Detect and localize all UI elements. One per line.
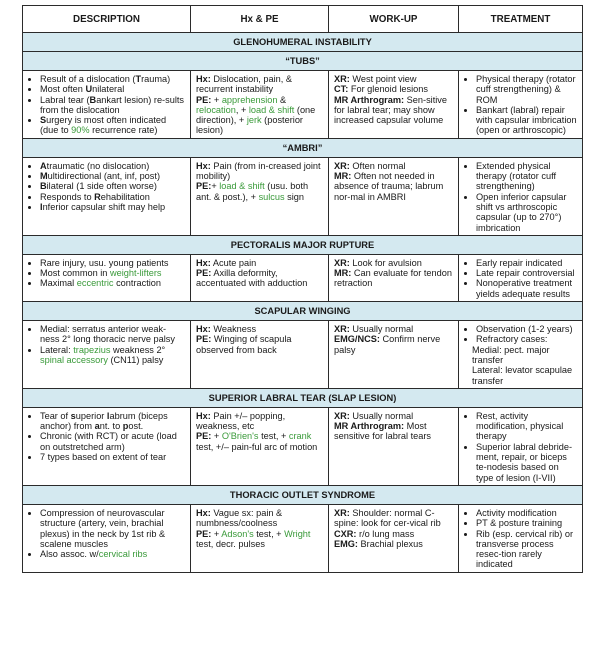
field-label: MR Arthrogram:	[334, 421, 405, 432]
field-label: EMG:	[334, 538, 358, 549]
cell-line	[334, 324, 453, 334]
bullet-item	[40, 95, 185, 116]
treatment-cell-list	[464, 324, 577, 345]
highlight-term: 90%	[71, 125, 90, 136]
cell-line	[196, 74, 323, 95]
description-cell	[23, 321, 191, 389]
text-run: Also assoc. w/	[40, 549, 99, 560]
bullet-item	[476, 442, 577, 483]
header-description: DESCRIPTION	[23, 6, 191, 33]
description-cell-list	[28, 508, 185, 559]
text-run: nferior capsular shift may help	[42, 201, 166, 212]
text-run: Look for avulsion	[349, 257, 422, 268]
text-run: test, +/– pain-ful arc of motion	[196, 441, 318, 452]
text-run: (posterior lesion)	[196, 115, 303, 136]
reference-table-container	[22, 5, 582, 573]
section-title-row	[23, 388, 583, 407]
text-run: ost.	[128, 421, 144, 432]
text-run: Bankart (labral) repair with capsular imbrication (open or arthroscopic)	[476, 104, 577, 136]
cell-line	[334, 95, 453, 126]
highlight-term: weight-lifters	[109, 268, 162, 279]
highlight-term: spinal accessory	[40, 354, 108, 365]
sub-item: Medial: pect. major transfer	[472, 344, 550, 365]
work-up-cell	[329, 254, 459, 301]
highlight-term: load & shift	[219, 181, 265, 192]
text-run: Nonoperative treatment yields adequate results	[476, 278, 573, 299]
bullet-item	[40, 411, 185, 432]
text-run: (one direction), +	[196, 104, 316, 126]
text-run: +	[211, 431, 222, 442]
cell-line	[334, 268, 453, 289]
text-run: Weakness	[210, 324, 257, 335]
section-content-row	[23, 71, 583, 139]
field-label: XR:	[334, 74, 350, 84]
text-run: Lateral:	[40, 344, 74, 355]
highlight-term: crank	[288, 431, 312, 442]
text-run: ankart lesion) re-sults from the dislocation	[40, 94, 185, 115]
field-label: B	[89, 94, 97, 105]
bullet-item	[40, 508, 185, 549]
text-run: urgery is most often indicated (due to	[40, 115, 167, 136]
text-run: Pain +/– popping, weakness, etc	[196, 410, 286, 432]
cell-line	[334, 161, 453, 171]
text-run: Refractory cases:	[476, 334, 548, 345]
work-up-cell	[329, 71, 459, 139]
treatment-sub-list	[464, 345, 577, 386]
highlight-term: jerk	[246, 115, 262, 126]
field-label: PE:	[196, 268, 212, 279]
text-run: Usually normal	[349, 410, 414, 421]
cell-line	[196, 508, 323, 529]
field-label: CT:	[334, 84, 349, 95]
text-run: Axilla deformity, accentuated with adduction	[196, 268, 308, 289]
text-run: Most often	[40, 84, 86, 95]
text-run: +	[211, 94, 222, 105]
treatment-cell	[459, 407, 583, 485]
text-run: Medial: serratus anterior weak-ness 2° long thoracic nerve palsy	[40, 324, 175, 345]
field-label: l	[106, 410, 110, 421]
highlight-term: trapezius	[73, 344, 111, 355]
text-run: Pain (from in-creased joint mobility)	[196, 160, 321, 182]
section-content-row	[23, 157, 583, 235]
text-run: Activity modification	[476, 507, 557, 518]
bullet-item	[40, 161, 185, 171]
hx-pe-cell	[191, 157, 329, 235]
cell-line	[196, 324, 323, 334]
work-up-cell	[329, 157, 459, 235]
bullet-item	[40, 84, 185, 94]
text-run: Shoulder: normal C-spine: look for cer-vical rib	[334, 507, 441, 529]
cell-line	[334, 529, 453, 539]
field-label: XR:	[334, 324, 350, 335]
bullet-item	[476, 268, 577, 278]
field-label: XR:	[334, 257, 350, 268]
field-label: S	[40, 115, 47, 126]
text-run: contraction	[113, 278, 162, 289]
highlight-term: apprehension	[221, 94, 278, 105]
bullet-item	[40, 202, 185, 212]
field-label: Hx:	[196, 507, 211, 518]
cell-line	[196, 431, 323, 452]
text-run: Winging of scapula observed from back	[196, 334, 292, 355]
treatment-cell	[459, 157, 583, 235]
cell-line	[334, 171, 453, 202]
bullet-item	[476, 334, 577, 344]
bullet-item	[40, 258, 185, 268]
bullet-item	[40, 549, 185, 559]
description-cell-list	[28, 324, 185, 365]
text-run: Late repair controversial	[476, 268, 575, 279]
hx-pe-cell	[191, 71, 329, 139]
field-label: I	[40, 201, 43, 212]
text-run: (CN11) palsy	[107, 354, 164, 365]
cell-line	[334, 84, 453, 94]
text-run: Often normal	[349, 160, 406, 171]
field-label: s	[70, 410, 76, 421]
field-label: a	[94, 421, 100, 432]
text-run: uperior	[75, 410, 107, 421]
text-run: &	[277, 94, 287, 105]
main-section-title: GLENOHUMERAL INSTABILITY	[23, 33, 583, 52]
text-run: Acute pain	[210, 257, 257, 268]
field-label: EMG/NCS:	[334, 334, 380, 345]
bullet-item	[476, 411, 577, 442]
field-label: R	[94, 191, 101, 202]
bullet-item	[476, 529, 577, 570]
cell-line	[334, 74, 453, 84]
hx-pe-cell	[191, 254, 329, 301]
bullet-item	[40, 345, 185, 366]
cell-line	[334, 508, 453, 529]
treatment-cell-list	[464, 161, 577, 233]
text-run: abrum (biceps anchor) from	[40, 410, 168, 432]
section-title: THORACIC OUTLET SYNDROME	[23, 485, 583, 504]
section-title: “TUBS”	[23, 52, 583, 71]
bullet-item	[40, 268, 185, 278]
highlight-term: sulcus	[258, 191, 285, 202]
text-run: r/o lung mass	[356, 528, 415, 539]
text-run: Often not needed in absence of trauma; labrum nor-mal in AMBRI	[334, 171, 444, 202]
field-label: PE:	[196, 334, 212, 345]
hx-pe-cell	[191, 321, 329, 389]
text-run: Physical therapy (rotator cuff strengthening) & ROM	[476, 74, 576, 105]
field-label: Hx:	[196, 410, 211, 421]
section-title: SCAPULAR WINGING	[23, 302, 583, 321]
hx-pe-cell	[191, 504, 329, 572]
field-label: XR:	[334, 160, 350, 171]
field-label: MR Arthrogram:	[334, 94, 405, 105]
field-label: PE:	[196, 528, 212, 539]
text-run: rauma)	[141, 74, 171, 84]
text-run: Early repair indicated	[476, 257, 563, 268]
field-label: A	[40, 160, 47, 171]
treatment-cell	[459, 71, 583, 139]
field-label: Hx:	[196, 324, 211, 335]
highlight-term: Adson's	[221, 528, 254, 539]
bullet-item	[40, 181, 185, 191]
bullet-item	[476, 508, 577, 518]
text-run: +	[211, 528, 222, 539]
treatment-cell-list	[464, 508, 577, 570]
text-run: Result of a dislocation (	[40, 74, 136, 84]
bullet-item	[476, 161, 577, 192]
text-run: Rest, activity modification, physical therapy	[476, 410, 564, 442]
description-cell-list	[28, 161, 185, 212]
text-run: PT & posture training	[476, 518, 563, 529]
bullet-item	[40, 171, 185, 181]
section-title: SUPERIOR LABRAL TEAR (SLAP LESION)	[23, 388, 583, 407]
text-run: nt. to	[99, 421, 123, 432]
description-cell-list	[28, 411, 185, 462]
main-section-title-row	[23, 33, 583, 52]
text-run: Dislocation, pain, & recurrent instability	[196, 74, 293, 95]
work-up-cell	[329, 321, 459, 389]
text-run: recurrence rate)	[89, 125, 158, 136]
highlight-term: load & shift	[248, 104, 295, 115]
hx-pe-cell	[191, 407, 329, 485]
field-label: MR:	[334, 171, 352, 182]
highlight-term: eccentric	[76, 278, 114, 289]
text-run: Labral tear (	[40, 94, 90, 105]
section-content-row	[23, 407, 583, 485]
description-cell	[23, 71, 191, 139]
text-run: Rib (esp. cervical rib) or transverse process resec-tion rarely indicated	[476, 528, 574, 570]
text-run: Chronic (with RCT) or acute (load on outstretched arm)	[40, 431, 177, 452]
field-label: MR:	[334, 268, 352, 279]
shoulder-conditions-table	[22, 5, 583, 573]
field-label: Hx:	[196, 257, 211, 268]
text-run: ultidirectional (ant, inf, post)	[47, 171, 161, 182]
text-run: Compression of neurovascular structure (artery, vein, brachial plexus) in the neck by 1st rib & scalene muscles	[40, 507, 166, 549]
text-run: Brachial plexus	[358, 538, 423, 549]
treatment-cell	[459, 254, 583, 301]
text-run: sign	[284, 191, 305, 202]
section-title: “AMBRI”	[23, 138, 583, 157]
bullet-item	[40, 192, 185, 202]
bullet-item	[476, 518, 577, 528]
text-run: Open inferior capsular shift vs arthroscopic capsular (up to 270°) imbrication	[476, 191, 567, 233]
cell-line	[196, 258, 323, 268]
cell-line	[196, 529, 323, 550]
bullet-item	[40, 431, 185, 452]
field-label: XR:	[334, 507, 350, 518]
description-cell	[23, 407, 191, 485]
section-content-row	[23, 321, 583, 389]
text-run: Most common in	[40, 268, 110, 279]
text-run: Most sensitive for labral tears	[334, 421, 432, 442]
text-run: traumatic (no dislocation)	[46, 160, 150, 171]
text-run: Responds to	[40, 191, 95, 202]
cell-line	[196, 95, 323, 136]
work-up-cell	[329, 407, 459, 485]
sub-item: Lateral: levator scapulae transfer	[472, 365, 573, 386]
section-title-row	[23, 235, 583, 254]
text-run: Observation (1-2 years)	[476, 324, 573, 335]
field-label: CXR:	[334, 528, 357, 539]
highlight-term: cervical ribs	[98, 549, 148, 560]
bullet-item	[40, 115, 185, 136]
section-title-row	[23, 52, 583, 71]
text-run: (usu. both ant. & post.), +	[196, 181, 309, 202]
text-run: weakness 2°	[110, 344, 166, 355]
description-cell-list	[28, 258, 185, 289]
text-run: Confirm nerve palsy	[334, 334, 441, 355]
section-title: PECTORALIS MAJOR RUPTURE	[23, 235, 583, 254]
header-work-up: WORK-UP	[329, 6, 459, 33]
field-label: T	[135, 74, 142, 84]
treatment-cell	[459, 504, 583, 572]
bullet-item	[40, 324, 185, 345]
field-label: Hx:	[196, 74, 211, 84]
header-row	[23, 6, 583, 33]
bullet-item	[476, 192, 577, 233]
text-run: Rare injury, usu. young patients	[40, 257, 169, 268]
text-run: ehabilitation	[100, 191, 150, 202]
cell-line	[196, 411, 323, 432]
bullet-item	[40, 452, 185, 462]
cell-line	[196, 181, 323, 202]
field-label: U	[85, 84, 93, 95]
treatment-cell-list	[464, 74, 577, 136]
section-title-row	[23, 302, 583, 321]
text-run: test, +	[258, 431, 289, 442]
text-run: Maximal	[40, 278, 77, 289]
description-cell-list	[28, 74, 185, 136]
text-run: +	[211, 181, 220, 192]
text-run: Tear of	[40, 410, 71, 421]
highlight-term: relocation	[196, 104, 236, 115]
field-label: PE:	[196, 431, 212, 442]
field-label: p	[122, 421, 129, 432]
field-label: Hx:	[196, 160, 211, 171]
bullet-item	[476, 258, 577, 268]
highlight-term: O'Brien's	[221, 431, 259, 442]
cell-line	[196, 334, 323, 355]
treatment-cell	[459, 321, 583, 389]
bullet-item	[40, 278, 185, 288]
section-content-row	[23, 254, 583, 301]
text-run: test, +	[253, 528, 285, 539]
cell-line	[196, 161, 323, 182]
bullet-item	[40, 74, 185, 84]
description-cell	[23, 254, 191, 301]
text-run: Extended physical therapy (rotator cuff strengthening)	[476, 160, 557, 192]
treatment-cell-list	[464, 258, 577, 299]
text-run: Sen-sitive for labral tear; may show increased capsular volume	[334, 94, 448, 126]
field-label: XR:	[334, 410, 350, 421]
header-hx-pe: Hx & PE	[191, 6, 329, 33]
cell-line	[334, 334, 453, 355]
treatment-cell-list	[464, 411, 577, 483]
field-label: B	[40, 181, 47, 192]
cell-line	[334, 258, 453, 268]
text-run: West point view	[349, 74, 417, 84]
text-run: , +	[235, 104, 249, 115]
text-run: Superior labral debride-ment, repair, or biceps te-nodesis based on type of lesion (I-VII)	[476, 441, 573, 483]
text-run: 7 types based on extent of tear	[40, 452, 167, 463]
bullet-item	[476, 324, 577, 334]
text-run: Can evaluate for tendon retraction	[334, 268, 452, 289]
cell-line	[334, 539, 453, 549]
text-run: test, decr. pulses	[196, 538, 265, 549]
work-up-cell	[329, 504, 459, 572]
cell-line	[334, 421, 453, 442]
section-title-row	[23, 138, 583, 157]
field-label: PE:	[196, 94, 212, 105]
section-title-row	[23, 485, 583, 504]
bullet-item	[476, 105, 577, 136]
text-run: Vague sx: pain & numbness/coolness	[196, 507, 283, 529]
highlight-term: Wright	[284, 528, 311, 539]
field-label: M	[40, 171, 48, 182]
cell-line	[196, 268, 323, 289]
section-content-row	[23, 504, 583, 572]
header-treatment: TREATMENT	[459, 6, 583, 33]
bullet-item	[476, 278, 577, 299]
text-run: nilateral	[92, 84, 125, 95]
text-run: ilateral (1 side often worse)	[46, 181, 157, 192]
text-run: Usually normal	[349, 324, 414, 335]
text-run: For glenoid lesions	[348, 84, 428, 95]
field-label: PE:	[196, 181, 212, 192]
description-cell	[23, 504, 191, 572]
description-cell	[23, 157, 191, 235]
cell-line	[334, 411, 453, 421]
bullet-item	[476, 74, 577, 105]
